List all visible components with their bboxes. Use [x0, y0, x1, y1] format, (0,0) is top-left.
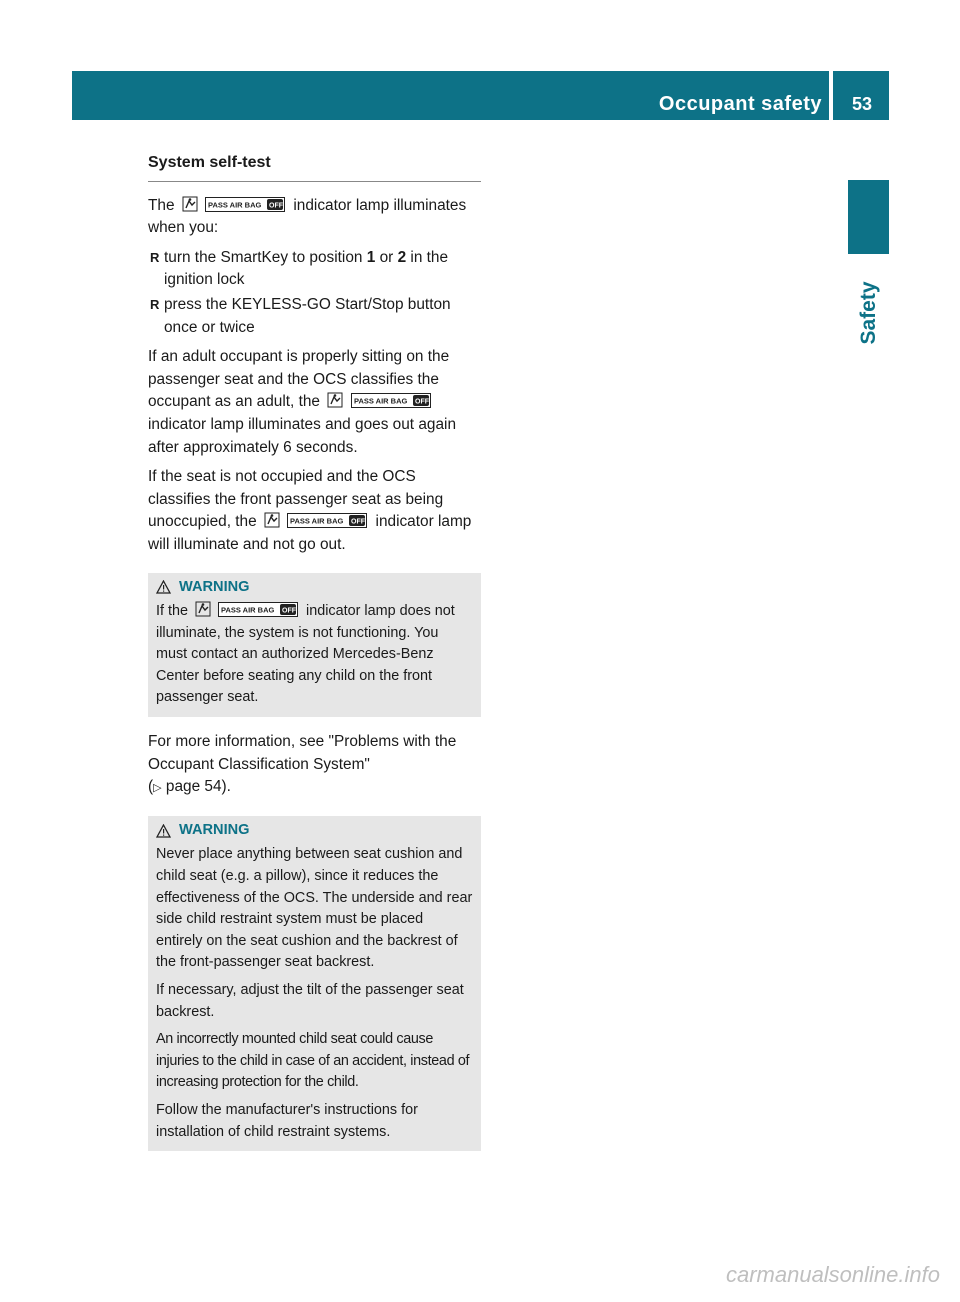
page-number: 53: [851, 94, 873, 114]
intro-paragraph: The PASS AIR BAG OFF indicator lamp illuminates when you:: [148, 196, 467, 237]
pass-airbag-off-icon: [205, 197, 285, 212]
side-tab-marker: [848, 180, 889, 254]
content-column: [148, 152, 481, 1165]
chapter-title: Occupant safety: [658, 93, 822, 115]
pass-airbag-off-icon: [351, 393, 431, 408]
seat-child-icon: [195, 601, 211, 617]
warning-box-indicator: [148, 573, 481, 718]
watermark: carmanualsonline.info: [725, 1262, 940, 1287]
svg-text:PASS AIR BAG: PASS AIR BAG: [208, 200, 262, 210]
warning-text: Never place anything between seat cushion and child seat (e.g. a pillow), since it reduces the effectiveness of the OCS. The underside and rear side child restraint system must be placed entirely on the seat cushion and the backrest of the front-passenger seat backrest.: [156, 846, 473, 971]
warning-text: If necessary, adjust the tilt of the passenger seat backrest.: [156, 982, 464, 1020]
more-info-paragraph: For more information, see "Problems with the Occupant Classification System" (▷ page 54).: [148, 733, 457, 796]
warning-heading: WARNING: [156, 820, 473, 842]
header-divider: [829, 71, 833, 120]
list-item: R press the KEYLESS-GO Start/Stop button once or twice: [150, 295, 451, 336]
svg-text:OFF: OFF: [269, 202, 284, 210]
page-header: [72, 71, 889, 120]
svg-text:OFF: OFF: [414, 398, 429, 406]
condition-list: [148, 247, 481, 339]
seat-child-icon: [182, 196, 198, 212]
page-ref-arrow-icon: ▷: [153, 782, 162, 795]
warning-heading: WARNING: [156, 577, 473, 599]
adult-occupant-paragraph: If an adult occupant is properly sitting on the passenger seat and the OCS classifies the occupant as an adult, the PASS AIR BAG OFF indicator lamp illuminates and goes out again after approximately 6 seconds.: [148, 348, 457, 456]
bullet-icon: R: [150, 249, 160, 265]
side-tab-label: Safety: [856, 281, 880, 345]
svg-text:PASS AIR BAG: PASS AIR BAG: [290, 516, 344, 526]
section-title: System self-test: [148, 152, 481, 182]
bullet-icon: R: [150, 296, 160, 312]
seat-child-icon: [327, 392, 343, 408]
pass-airbag-off-icon: [287, 513, 367, 528]
warning-text: Follow the manufacturer's instructions for installation of child restraint systems.: [156, 1101, 418, 1140]
warning-triangle-icon: [156, 580, 171, 594]
warning-triangle-icon: [156, 824, 171, 838]
seat-child-icon: [264, 512, 280, 528]
svg-text:PASS AIR BAG: PASS AIR BAG: [221, 605, 275, 615]
svg-text:OFF: OFF: [351, 518, 366, 526]
warning-box-child-seat: [148, 816, 481, 1151]
page-reference-link[interactable]: page 54).: [165, 778, 231, 796]
unoccupied-seat-paragraph: If the seat is not occupied and the OCS classifies the front passenger seat as being unoccupied, the PASS AIR BAG OFF indicator lamp will illuminate and not go out.: [148, 468, 472, 553]
svg-text:OFF: OFF: [282, 607, 296, 615]
warning-text: If the PASS AIR BAG OFF indicator lamp does not illuminate, the system is not functioning. You must contact an authorized Mercedes-Benz Center before seating any child on the front passenger seat.: [156, 603, 455, 706]
svg-text:PASS AIR BAG: PASS AIR BAG: [353, 396, 407, 406]
warning-text: An incorrectly mounted child seat could cause injuries to the child in case of an accident, instead of increasing protection for the child.: [156, 1031, 470, 1091]
list-item: R turn the SmartKey to position 1 or 2 in the ignition lock: [150, 248, 449, 289]
pass-airbag-off-icon: [218, 602, 298, 617]
